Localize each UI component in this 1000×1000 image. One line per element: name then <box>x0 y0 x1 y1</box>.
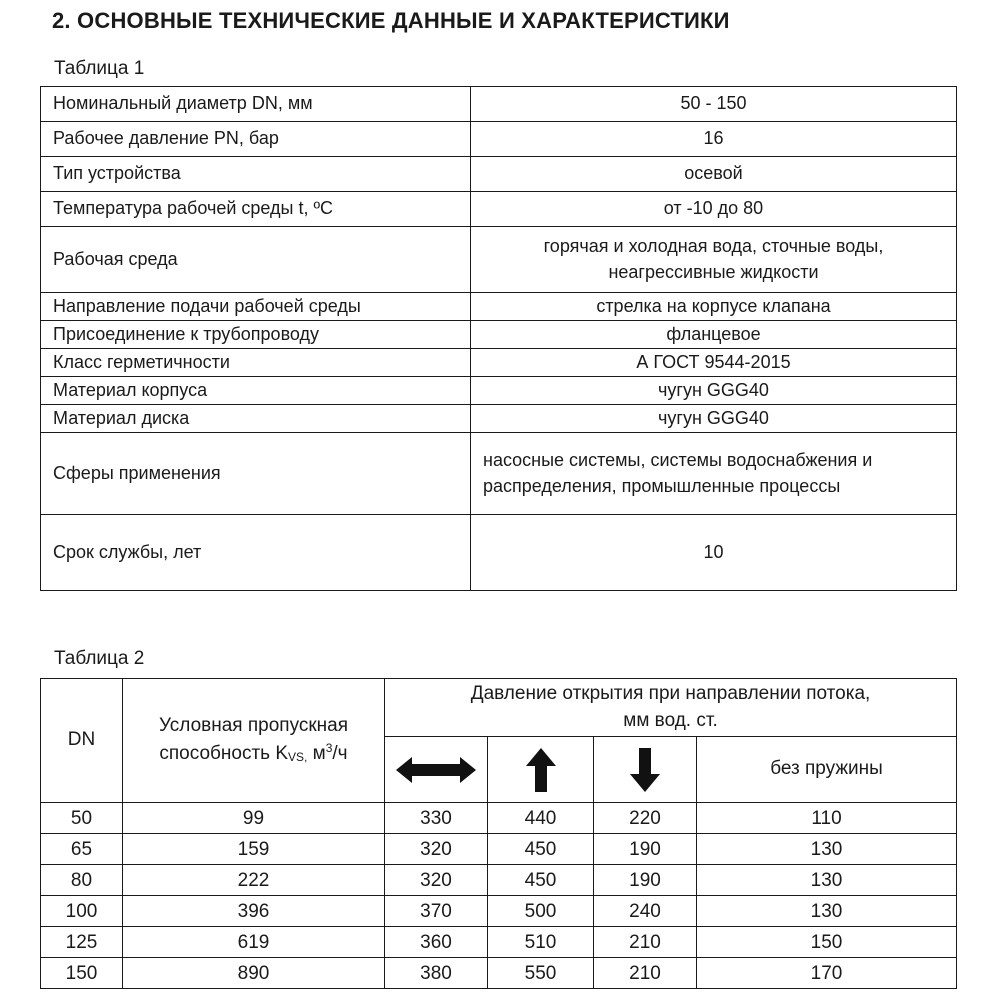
spec-key: Материал диска <box>41 405 471 433</box>
cell-up: 450 <box>488 834 594 865</box>
spec-value: 50 - 150 <box>471 87 957 122</box>
cell-kvs: 99 <box>123 803 385 834</box>
table-row <box>41 192 957 227</box>
spec-key: Рабочее давление PN, бар <box>41 122 471 157</box>
spec-value: стрелка на корпусе клапана <box>471 293 957 321</box>
table-header-row <box>41 679 957 737</box>
cell-up: 500 <box>488 896 594 927</box>
spec-key: Температура рабочей среды t, ºC <box>41 192 471 227</box>
table-row <box>41 293 957 321</box>
header-pressure-line2: мм вод. ст. <box>623 709 718 731</box>
spec-value: осевой <box>471 157 957 192</box>
table2-caption: Таблица 2 <box>54 648 145 669</box>
spec-key: Материал корпуса <box>41 377 471 405</box>
table-row <box>41 865 957 896</box>
header-kvs-line2 <box>123 740 384 768</box>
cell-dn: 125 <box>41 927 123 958</box>
spec-value-line: неагрессивные жидкости <box>608 261 819 282</box>
section-heading: 2. ОСНОВНЫЕ ТЕХНИЧЕСКИЕ ДАННЫЕ И ХАРАКТЕРИСТИКИ <box>52 8 730 33</box>
spec-key: Класс герметичности <box>41 349 471 377</box>
spec-value: чугун GGG40 <box>471 377 957 405</box>
spec-value: чугун GGG40 <box>471 405 957 433</box>
table1-caption: Таблица 1 <box>54 58 145 79</box>
header-dn: DN <box>41 679 123 803</box>
cell-kvs: 159 <box>123 834 385 865</box>
kvs-subscript: VS, <box>288 750 308 764</box>
cell-horizontal: 360 <box>385 927 488 958</box>
cell-down: 220 <box>594 803 697 834</box>
table-row <box>41 349 957 377</box>
table-row <box>41 227 957 293</box>
spec-key: Тип устройства <box>41 157 471 192</box>
cell-horizontal: 320 <box>385 865 488 896</box>
spec-key: Присоединение к трубопроводу <box>41 321 471 349</box>
spec-key: Срок службы, лет <box>41 515 471 591</box>
table-row <box>41 896 957 927</box>
header-kvs <box>123 679 385 803</box>
cell-up: 510 <box>488 927 594 958</box>
spec-value: от -10 до 80 <box>471 192 957 227</box>
table-row <box>41 958 957 989</box>
cell-dn: 50 <box>41 803 123 834</box>
header-dir-up <box>488 737 594 803</box>
spec-value: 10 <box>471 515 957 591</box>
cell-kvs: 222 <box>123 865 385 896</box>
spec-value: 16 <box>471 122 957 157</box>
cell-kvs: 619 <box>123 927 385 958</box>
cell-down: 240 <box>594 896 697 927</box>
cell-down: 210 <box>594 958 697 989</box>
table-row <box>41 515 957 591</box>
cell-horizontal: 330 <box>385 803 488 834</box>
header-kvs-line1: Условная пропускная <box>158 715 349 737</box>
table-row <box>41 834 957 865</box>
spec-key: Сферы применения <box>41 433 471 515</box>
cell-horizontal: 370 <box>385 896 488 927</box>
cell-dn: 80 <box>41 865 123 896</box>
cell-no-spring: 130 <box>697 896 957 927</box>
cell-horizontal: 320 <box>385 834 488 865</box>
cell-no-spring: 170 <box>697 958 957 989</box>
spec-value: А ГОСТ 9544-2015 <box>471 349 957 377</box>
table-row <box>41 927 957 958</box>
cell-dn: 150 <box>41 958 123 989</box>
table-row <box>41 321 957 349</box>
cell-kvs: 396 <box>123 896 385 927</box>
kvs-prefix: способность K <box>159 743 289 764</box>
spec-key: Рабочая среда <box>41 227 471 293</box>
cell-horizontal: 380 <box>385 958 488 989</box>
cell-down: 190 <box>594 834 697 865</box>
table-row <box>41 122 957 157</box>
cell-no-spring: 150 <box>697 927 957 958</box>
table-row <box>41 405 957 433</box>
cell-down: 190 <box>594 865 697 896</box>
kvs-superscript: 3 <box>325 741 333 755</box>
spec-value <box>471 227 957 293</box>
kvs-unit: м <box>307 743 326 764</box>
spec-value <box>471 433 957 515</box>
cell-dn: 100 <box>41 896 123 927</box>
cell-no-spring: 130 <box>697 834 957 865</box>
spec-value: фланцевое <box>471 321 957 349</box>
cell-down: 210 <box>594 927 697 958</box>
arrow-up-icon <box>526 748 556 792</box>
specs-table <box>40 86 957 591</box>
spec-key: Направление подачи рабочей среды <box>41 293 471 321</box>
header-dir-down <box>594 737 697 803</box>
header-pressure-line1: Давление открытия при направлении потока, <box>470 682 871 704</box>
cell-kvs: 890 <box>123 958 385 989</box>
table-row <box>41 377 957 405</box>
arrow-down-icon <box>630 748 660 792</box>
spec-value-line: распределения, промышленные процессы <box>483 475 841 496</box>
double-arrow-horizontal-icon <box>396 756 476 784</box>
spec-value-line: насосные системы, системы водоснабжения и <box>483 450 873 471</box>
cell-no-spring: 110 <box>697 803 957 834</box>
cell-no-spring: 130 <box>697 865 957 896</box>
header-pressure <box>385 679 957 737</box>
table-row <box>41 87 957 122</box>
pressure-table <box>40 678 957 989</box>
table-row <box>41 803 957 834</box>
kvs-unit-tail: /ч <box>332 743 348 764</box>
table-row <box>41 157 957 192</box>
spec-key: Номинальный диаметр DN, мм <box>41 87 471 122</box>
header-no-spring: без пружины <box>697 737 957 803</box>
cell-dn: 65 <box>41 834 123 865</box>
table-row <box>41 433 957 515</box>
cell-up: 550 <box>488 958 594 989</box>
cell-up: 440 <box>488 803 594 834</box>
header-dir-horizontal <box>385 737 488 803</box>
cell-up: 450 <box>488 865 594 896</box>
spec-value-line: горячая и холодная вода, сточные воды, <box>543 236 884 257</box>
